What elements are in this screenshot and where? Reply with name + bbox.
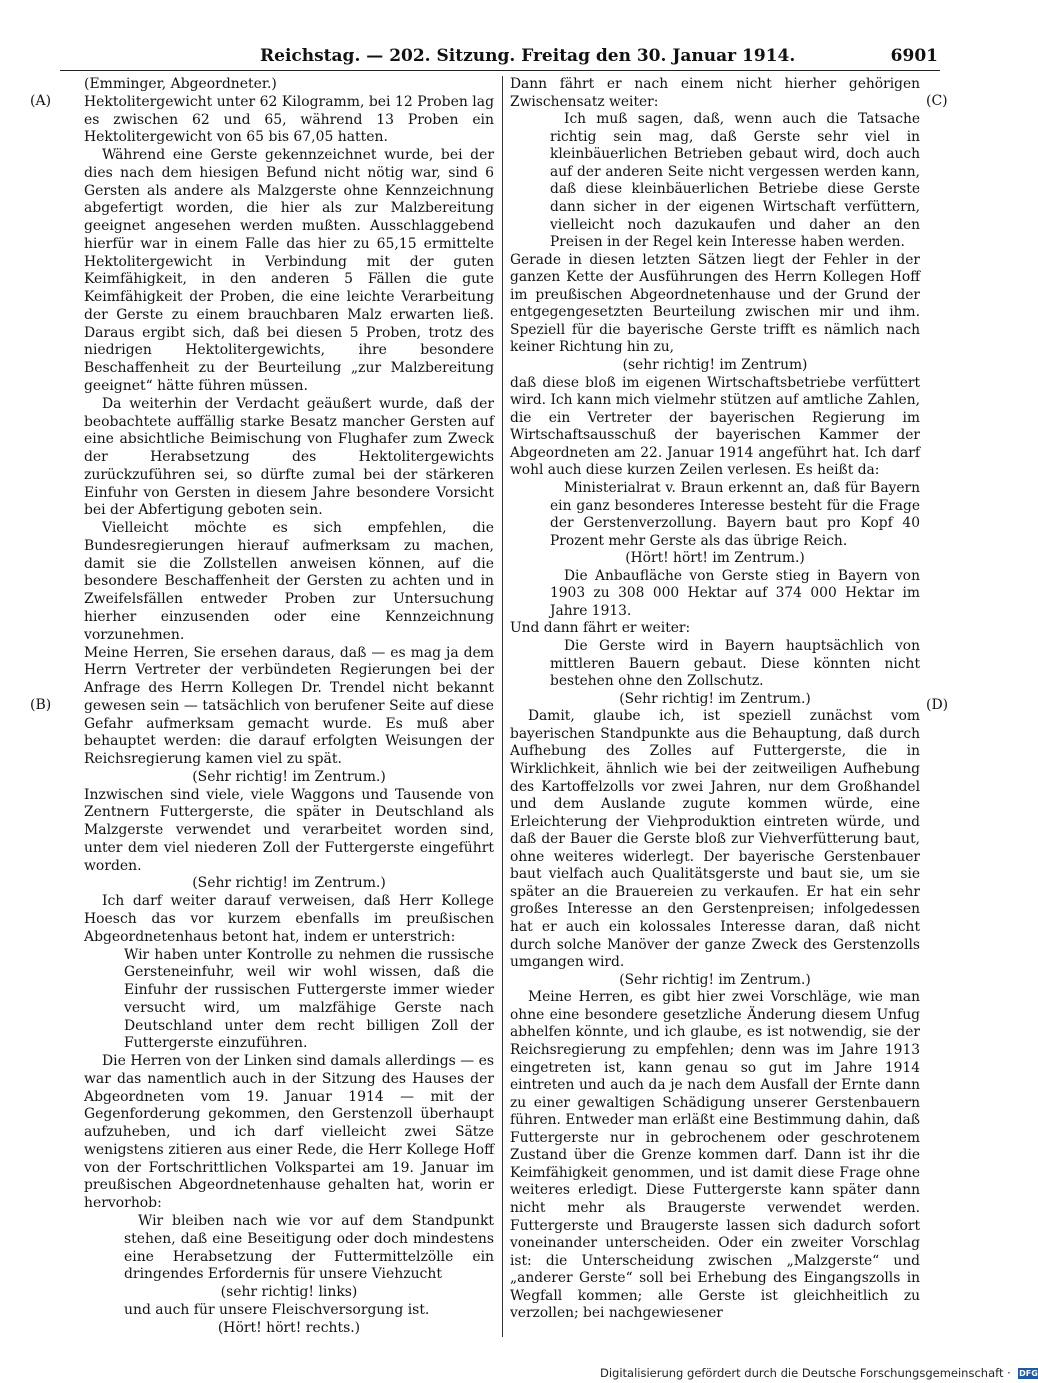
quoted-passage: Wir haben unter Kontrolle zu nehmen die russische Gersteneinfuhr, weil wir wohl wissen, daß die Einfuhr der russischen Futtergerste immer wieder versucht wird, um malzfähige Gerste nach Deutschland unter dem recht billigen Zoll der Futtergerste einzuführen. [124, 946, 494, 1052]
margin-marker-d: (D) [926, 697, 949, 713]
interjection: (Sehr richtig! im Zentrum.) [192, 875, 386, 892]
column-divider [502, 76, 503, 1337]
page-number: 6901 [890, 46, 938, 66]
text-paragraph: Und dann fährt er weiter: [510, 620, 691, 637]
text-paragraph: Damit, glaube ich, ist speziell zunächst vom bayerischen Standpunkte aus die Behauptung, daß durch Aufhebung des Zolles auf Futtergerste, die in Wirklichkeit, ähnlich wie bei der zeitweiligen Aufhebung des Kartoffelzolls vor zwei Jahren, nur dem Großhandel und dem Auslande zugute kommen würde, eine Erleichterung der Viehproduktion eintreten würde, und daß der Bauer die Gerste bloß zur Viehverfütterung baut, ohne weiteres widerlegt. Der bayerische Gerstenbauer baut vielfach auch Qualitätsgerste und baut sie, um sie später an die Brauereien zu verkaufen. Er hat ein sehr großes Interesse an den Gerstenpreisen; infolgedessen hat er auch ein kolossales Interesse daran, daß nicht durch solche Manöver der ganze Zweck des Gerstenzolls umgangen wird. [510, 708, 920, 971]
quoted-passage: Ministerialrat v. Braun erkennt an, daß für Bayern ein ganz besonderes Interesse besteht für die Frage der Gerstenverzollung. Bayern baut pro Kopf 40 Prozent mehr Gerste als das übrige Reich. [550, 479, 920, 549]
quoted-passage: Ich muß sagen, daß, wenn auch die Tatsache richtig sein mag, daß Gerste sehr viel in kleinbäuerlichen Betrieben gebaut wird, doch auch auf der anderen Seite nicht vergessen werden kann, daß diese kleinbäuerlichen Betriebe diese Gerste dann sicher in der eigenen Wirtschaft verfüttern, vielleicht noch dazukaufen und daher an den Preisen in der Regel kein Interesse haben werden. [550, 111, 920, 251]
text-paragraph: Da weiterhin der Verdacht geäußert wurde, daß der beobachtete auffällig starke Besatz mancher Gersten auf eine absichtliche Beimischung von Flughafer zum Zweck der Herabsetzung des Hektolitergewichts zurückzuführen sei, so dürfte zumal bei der stärkeren Einfuhr von Gersten in diesem Jahre besondere Vorsicht bei der Abfertigung geboten sein. [84, 395, 494, 519]
text-paragraph: Vielleicht möchte es sich empfehlen, die Bundesregierungen hierauf aufmerksam zu machen, damit sie die Zollstellen anweisen können, auf die besondere Beschaffenheit der Gersten zu achten und in Zweifelsfällen entweder Proben zur Untersuchung hierher einzusenden oder eine Kennzeichnung vorzunehmen. [84, 520, 494, 643]
interjection: (Hört! hört! rechts.) [217, 1319, 361, 1336]
quoted-passage: Die Anbaufläche von Gerste stieg in Bayern von 1903 zu 308 000 Hektar auf 374 000 Hektar im Jahre 1913. [550, 567, 920, 619]
quoted-passage: Wir bleiben nach wie vor auf dem Standpunkt stehen, daß eine Beseitigung oder doch mindestens eine Herabsetzung der Futtermittelzölle ein dringendes Erfordernis für unsere Viehzucht [124, 1213, 494, 1283]
margin-marker-a: (A) [30, 93, 52, 109]
text-paragraph: Während eine Gerste gekennzeichnet wurde, bei der dies nach dem hiesigen Befund nicht nötig war, sind 6 Gersten als andere als Malzgerste ohne Kennzeichnung abgefertigt worden, die hier als zur Malzbereitung geeignet angesehen werden mußten. Ausschlaggebend hierfür war in einem Falle das hier zu 65,15 ermittelte Hektolitergewicht in Verbindung mit der guten Keimfähigkeit, in den anderen 5 Fällen die gute Keimfähigkeit der Proben, die eine leichte Verarbeitung der Gerste zu einem brauchbaren Malz erwarten ließ. Daraus ergibt sich, daß bei diesen 5 Proben, trotz des niedrigen Hektolitergewichts, ihre besondere Beschaffenheit zu der Beurteilung „zur Malzbereitung geeignet“ hätte führen müssen. [84, 147, 494, 395]
text-paragraph: Meine Herren, es gibt hier zwei Vorschläge, wie man ohne eine besondere gesetzliche Änderung diesem Unfug abhelfen könnte, und ich glaube, es ist notwendig, sie der Reichsregierung zu empfehlen; denn was im Jahre 1913 eingetreten ist, kann genau so gut im Jahre 1914 eintreten und auch da je nach dem Ausfall der Ernte dann zu einer gewaltigen Schädigung unserer Gerstenbauern führen. Entweder man erläßt eine Bestimmung dahin, daß Futtergerste nur in gebrochenem oder geschrotenem Zustand über die Grenze kommen darf. Dann ist ihr die Keimfähigkeit genommen, und ist damit diese Frage ohne weiteres erledigt. Diese Futtergerste kann später dann nicht mehr als Braugerste verwendet werden. Futtergerste und Braugerste lassen sich dadurch sofort voneinander unterscheiden. Oder ein zweiter Vorschlag ist: die Unterscheidung zwischen „Malzgerste“ und „anderer Gerste“ soll bei Erhebung des Eingangszolls in Wegfall kommen; alle Gerste ist gleichheitlich zu verzollen; bei nachgewiesener [510, 989, 920, 1322]
page-header-title: Reichstag. — 202. Sitzung. Freitag den 30. Januar 1914. [260, 46, 796, 66]
interjection: (Sehr richtig! im Zentrum.) [192, 768, 386, 785]
text-paragraph: Hektolitergewicht unter 62 Kilogramm, bei 12 Proben lag es zwischen 62 und 65, während 13 Proben ein Hektolitergewicht von 65 bis 67,05 hatten. [84, 93, 494, 146]
speaker-attribution: (Emminger, Abgeordneter.) [84, 76, 277, 92]
left-text-column [84, 76, 494, 1337]
interjection: (Sehr richtig! im Zentrum.) [619, 971, 811, 988]
interjection: (Sehr richtig! im Zentrum.) [619, 690, 811, 707]
text-paragraph: Ich darf weiter darauf verweisen, daß Herr Kollege Hoesch das vor kurzem ebenfalls im preußischen Abgeordnetenhaus betont hat, indem er unterstrich: [84, 893, 494, 945]
text-paragraph: Inzwischen sind viele, viele Waggons und Tausende von Zentnern Futtergerste, die später in Deutschland als Malzgerste verwendet und verarbeitet worden sind, unter dem viel niederen Zoll der Futtergerste eingeführt worden. [84, 786, 494, 874]
text-paragraph: Meine Herren, Sie ersehen daraus, daß — es mag ja dem Herrn Vertreter der verbündeten Regierungen bei der Anfrage des Herrn Kollegen Dr. Trendel nicht bekannt gewesen sein — tatsächlich von berufener Seite auf diese Gefahr aufmerksam gemacht wurde. Es muß aber behauptet werden: die darauf erfolgten Weisungen der Reichsregierung kamen viel zu spät. [84, 644, 494, 768]
margin-marker-b: (B) [30, 697, 52, 713]
page-header [60, 46, 940, 71]
margin-marker-c: (C) [926, 93, 948, 109]
footer-credit-text: Digitalisierung gefördert durch die Deutsche Forschungsgemeinschaft · [600, 1366, 1011, 1380]
interjection: (sehr richtig! links) [220, 1284, 358, 1301]
right-text-column [510, 76, 920, 1323]
quoted-passage: Die Gerste wird in Bayern hauptsächlich von mittleren Bauern gebaut. Diese könnten nicht bestehen ohne den Zollschutz. [550, 638, 920, 690]
quoted-passage: und auch für unsere Fleischversorgung ist. [124, 1301, 430, 1318]
text-paragraph: Die Herren von der Linken sind damals allerdings — es war das namentlich auch in der Sitzung des Hauses der Abgeordneten vom 19. Januar 1914 — mit der Gegenforderung gekommen, den Gerstenzoll überhaupt aufzuheben, und ich darf vielleicht zwei Sätze wenigstens zitieren aus einer Rede, die Herr Kollege Hoff von der Fortschrittlichen Volkspartei am 19. Januar im preußischen Abgeordnetenhause gehalten hat, worin er hervorhob: [84, 1053, 494, 1212]
interjection: (sehr richtig! im Zentrum) [622, 357, 808, 373]
text-paragraph: Gerade in diesen letzten Sätzen liegt der Fehler in der ganzen Kette der Ausführungen des Herrn Kollegen Hoff im preußischen Abgeordnetenhause und der Grund der entgegengesetzten Beurteilung zwischen mir und ihm. Speziell für die bayerische Gerste trifft es nämlich nach keiner Richtung hin zu, [510, 251, 920, 356]
dfg-logo-icon: DFG [1019, 1369, 1038, 1378]
text-paragraph: daß diese bloß im eigenen Wirtschaftsbetriebe verfüttert wird. Ich kann mich vielmehr stützen auf amtliche Zahlen, die ein Vertreter der bayerischen Regierung im Wirtschaftsausschuß der bayerischen Kammer der Abgeordneten am 22. Januar 1914 angeführt hat. Ich darf wohl auch diese kurzen Zeilen verlesen. Es heißt da: [510, 374, 920, 479]
page-footer [600, 1366, 1038, 1380]
text-paragraph: Dann fährt er nach einem nicht hierher gehörigen Zwischensatz weiter: [510, 76, 920, 110]
interjection: (Hört! hört! im Zentrum.) [625, 550, 805, 567]
